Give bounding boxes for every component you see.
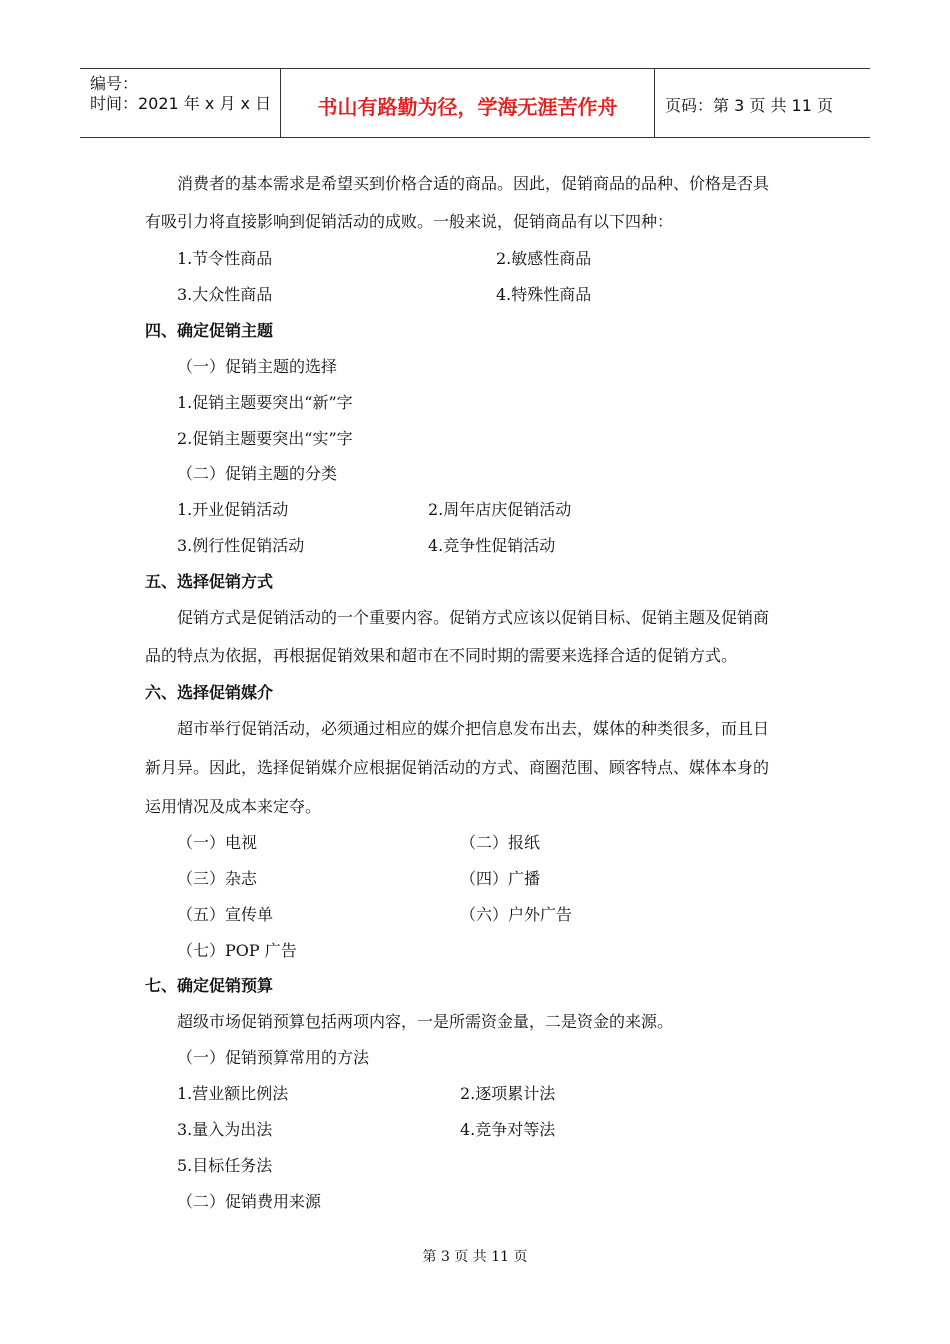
list-item: （四）广播 <box>460 869 541 888</box>
list-item: 4.特殊性商品 <box>496 285 592 304</box>
section-heading: 五、选择促销方式 <box>145 572 274 591</box>
paragraph-line: 消费者的基本需求是希望买到价格合适的商品。因此，促销商品的品种、价格是否具 <box>177 174 770 193</box>
section-heading: 四、确定促销主题 <box>145 321 274 340</box>
list-item: （二）报纸 <box>460 833 541 852</box>
paragraph-line: 新月异。因此，选择促销媒介应根据促销活动的方式、商圈范围、顾客特点、媒体本身的 <box>145 758 770 777</box>
list-item: （七）POP 广告 <box>177 941 297 960</box>
list-item: 2.促销主题要突出“实”字 <box>177 429 353 448</box>
list-item: 4.竞争对等法 <box>460 1120 556 1139</box>
paragraph-line: 超市举行促销活动，必须通过相应的媒介把信息发布出去，媒体的种类很多，而且日 <box>177 719 770 738</box>
subsection-heading: （二）促销费用来源 <box>177 1192 322 1211</box>
list-item: 1.促销主题要突出“新”字 <box>177 393 353 412</box>
paragraph-line: 超级市场促销预算包括两项内容，一是所需资金量，二是资金的来源。 <box>177 1012 674 1031</box>
subsection-heading: （二）促销主题的分类 <box>177 464 338 483</box>
list-item: 3.量入为出法 <box>177 1120 273 1139</box>
list-item: 1.节令性商品 <box>177 249 273 268</box>
list-item: （三）杂志 <box>177 869 258 888</box>
list-item: （六）户外广告 <box>460 905 573 924</box>
page-header <box>80 68 870 138</box>
list-item: 3.例行性促销活动 <box>177 536 305 555</box>
document-number-label: 编号： <box>90 74 139 93</box>
list-item: 3.大众性商品 <box>177 285 273 304</box>
list-item: 4.竞争性促销活动 <box>428 536 556 555</box>
subsection-heading: （一）促销预算常用的方法 <box>177 1048 370 1067</box>
list-item: 2.敏感性商品 <box>496 249 592 268</box>
list-item: 1.开业促销活动 <box>177 500 289 519</box>
document-time-label: 时间：2021 年 x 月 x 日 <box>90 94 272 113</box>
paragraph-line: 促销方式是促销活动的一个重要内容。促销方式应该以促销目标、促销主题及促销商 <box>177 608 770 627</box>
list-item: 2.周年店庆促销活动 <box>428 500 572 519</box>
paragraph-line: 有吸引力将直接影响到促销活动的成败。一般来说，促销商品有以下四种： <box>145 212 674 231</box>
paragraph-line: 运用情况及成本来定夺。 <box>145 797 322 816</box>
header-right-cell <box>655 69 870 137</box>
list-item: 2.逐项累计法 <box>460 1084 556 1103</box>
header-motto: 书山有路勤为径，学海无涯苦作舟 <box>317 95 618 119</box>
header-left-cell <box>80 69 281 137</box>
header-page-number: 页码：第 3 页 共 11 页 <box>665 96 833 115</box>
page-footer: 第 3 页 共 11 页 <box>422 1249 528 1265</box>
section-heading: 七、确定促销预算 <box>145 976 274 995</box>
list-item: （一）电视 <box>177 833 258 852</box>
section-heading: 六、选择促销媒介 <box>145 683 274 702</box>
list-item: 1.营业额比例法 <box>177 1084 289 1103</box>
header-middle-cell <box>281 69 655 137</box>
list-item: （五）宣传单 <box>177 905 274 924</box>
list-item: 5.目标任务法 <box>177 1156 273 1175</box>
paragraph-line: 品的特点为依据，再根据促销效果和超市在不同时期的需要来选择合适的促销方式。 <box>145 646 738 665</box>
subsection-heading: （一）促销主题的选择 <box>177 357 338 376</box>
